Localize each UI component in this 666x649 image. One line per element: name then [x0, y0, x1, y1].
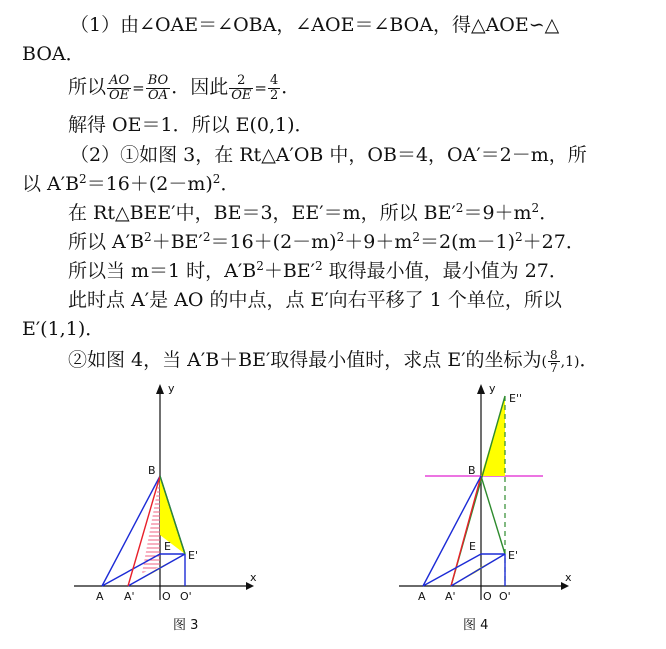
- superscript: 2: [202, 230, 211, 244]
- fraction-ao-oe: [107, 74, 131, 103]
- label-e-prime: E': [188, 549, 198, 562]
- part1-line2: BOA．: [22, 43, 85, 65]
- label-x: x: [565, 571, 572, 584]
- text-seg: ＋9＋m: [344, 231, 413, 253]
- superscript: 2: [144, 230, 152, 244]
- fraction-num: 8: [550, 347, 558, 362]
- text-seg: ＝2(m－1): [419, 231, 516, 253]
- part2-line3: [68, 200, 558, 226]
- label-o: O: [162, 590, 171, 603]
- label-e-double-prime: E'': [509, 392, 522, 405]
- part2-line6: 此时点 A′是 AO 的中点，点 E′向右平移了 1 个单位，所以: [68, 289, 562, 311]
- fraction-4-2: [268, 74, 280, 103]
- label-o-prime: O': [499, 590, 511, 603]
- fraction-num: AO: [107, 74, 131, 89]
- text-seg: 取得最小值，最小值为 27．: [322, 260, 568, 282]
- text-seg: 以 A′B: [22, 173, 80, 195]
- text-seg: 所以 A′B: [68, 231, 145, 253]
- figure-3: [60, 378, 260, 608]
- text-seg: ②如图 4，当 A′B＋BE′取得最小值时，求点 E′的坐标为: [68, 349, 542, 371]
- text-seg: 在 Rt△BEE′中，BE＝3，EE′＝m，所以 BE′: [68, 202, 456, 224]
- equals-sign: =: [254, 79, 267, 97]
- label-b: B: [468, 464, 476, 477]
- part1-line4: 解得 OE＝1．所以 E(0,1)．: [68, 114, 314, 136]
- label-x: x: [250, 571, 257, 584]
- fraction-den: 2: [269, 87, 279, 103]
- part2-line1: （2）①如图 3，在 Rt△A′OB 中，OB＝4，OA′＝2－m，所: [70, 144, 587, 166]
- fraction-bo-oa: [146, 74, 170, 103]
- label-o: O: [483, 590, 492, 603]
- fraction-num: BO: [147, 72, 169, 88]
- part2-line2: [22, 171, 239, 197]
- part1-line1: （1）由∠OAE＝∠OBA，∠AOE＝∠BOA，得△AOE∽△: [70, 14, 560, 36]
- part2-line5: [68, 258, 568, 284]
- label-e-prime: E': [508, 549, 518, 562]
- fraction-den: OE: [231, 87, 252, 103]
- superscript: 2: [256, 259, 264, 273]
- label-a: A: [96, 590, 104, 603]
- period: ．: [281, 76, 301, 98]
- fraction-8-7: [548, 349, 560, 374]
- paren: (: [541, 354, 548, 370]
- label-a: A: [418, 590, 426, 603]
- period: ．: [579, 349, 599, 371]
- figure-4-caption: 图 4: [463, 618, 489, 633]
- text-seg: ．: [539, 202, 559, 224]
- text-seg: ＋27．: [522, 231, 585, 253]
- fraction-num: 2: [229, 74, 253, 89]
- y-axis-arrow-icon: [477, 384, 485, 394]
- text-seg: ＋BE′: [263, 260, 315, 282]
- text-so: 所以: [68, 76, 107, 98]
- fraction-den: OE: [109, 87, 130, 103]
- superscript: 2: [531, 201, 540, 215]
- figure-3-caption: 图 3: [173, 618, 199, 633]
- label-a-prime: A': [124, 590, 135, 603]
- superscript: 2: [336, 230, 345, 244]
- superscript: 2: [412, 230, 420, 244]
- fraction-den: OA: [147, 87, 168, 103]
- text-seg: 所以当 m＝1 时，A′B: [68, 260, 257, 282]
- part1-line3: [68, 70, 300, 105]
- text-seg: ＝16＋(2－m): [210, 231, 337, 253]
- superscript: 2: [455, 201, 464, 215]
- label-e: E: [164, 540, 171, 553]
- text-seg: ．: [220, 173, 240, 195]
- label-e: E: [469, 540, 476, 553]
- text-seg: ＝16＋(2－m): [86, 173, 213, 195]
- superscript: 2: [314, 259, 323, 273]
- figure-3-diagram: [60, 378, 260, 608]
- fraction-num: 4: [269, 72, 279, 88]
- superscript: 2: [79, 172, 87, 186]
- text-seg: ＋BE′: [151, 231, 203, 253]
- text-therefore: ．因此: [171, 76, 229, 98]
- label-y: y: [489, 382, 496, 395]
- part2-line8: [68, 344, 599, 378]
- green-line-be-prime: [481, 476, 505, 554]
- figure-4: [385, 378, 585, 608]
- label-o-prime: O': [180, 590, 192, 603]
- fraction-den: 7: [550, 360, 558, 375]
- label-y: y: [168, 382, 175, 395]
- part2-line4: [68, 229, 585, 255]
- y-axis-arrow-icon: [156, 384, 164, 394]
- figure-4-diagram: [385, 378, 585, 608]
- fraction-2-oe: [229, 74, 253, 103]
- superscript: 2: [515, 230, 523, 244]
- label-a-prime: A': [445, 590, 456, 603]
- superscript: 2: [212, 172, 221, 186]
- text-seg: ＝9＋m: [463, 202, 532, 224]
- label-b: B: [148, 464, 156, 477]
- paren: ,1): [560, 354, 580, 370]
- equals-sign: =: [132, 79, 145, 97]
- part2-line7: E′(1,1)．: [22, 318, 105, 340]
